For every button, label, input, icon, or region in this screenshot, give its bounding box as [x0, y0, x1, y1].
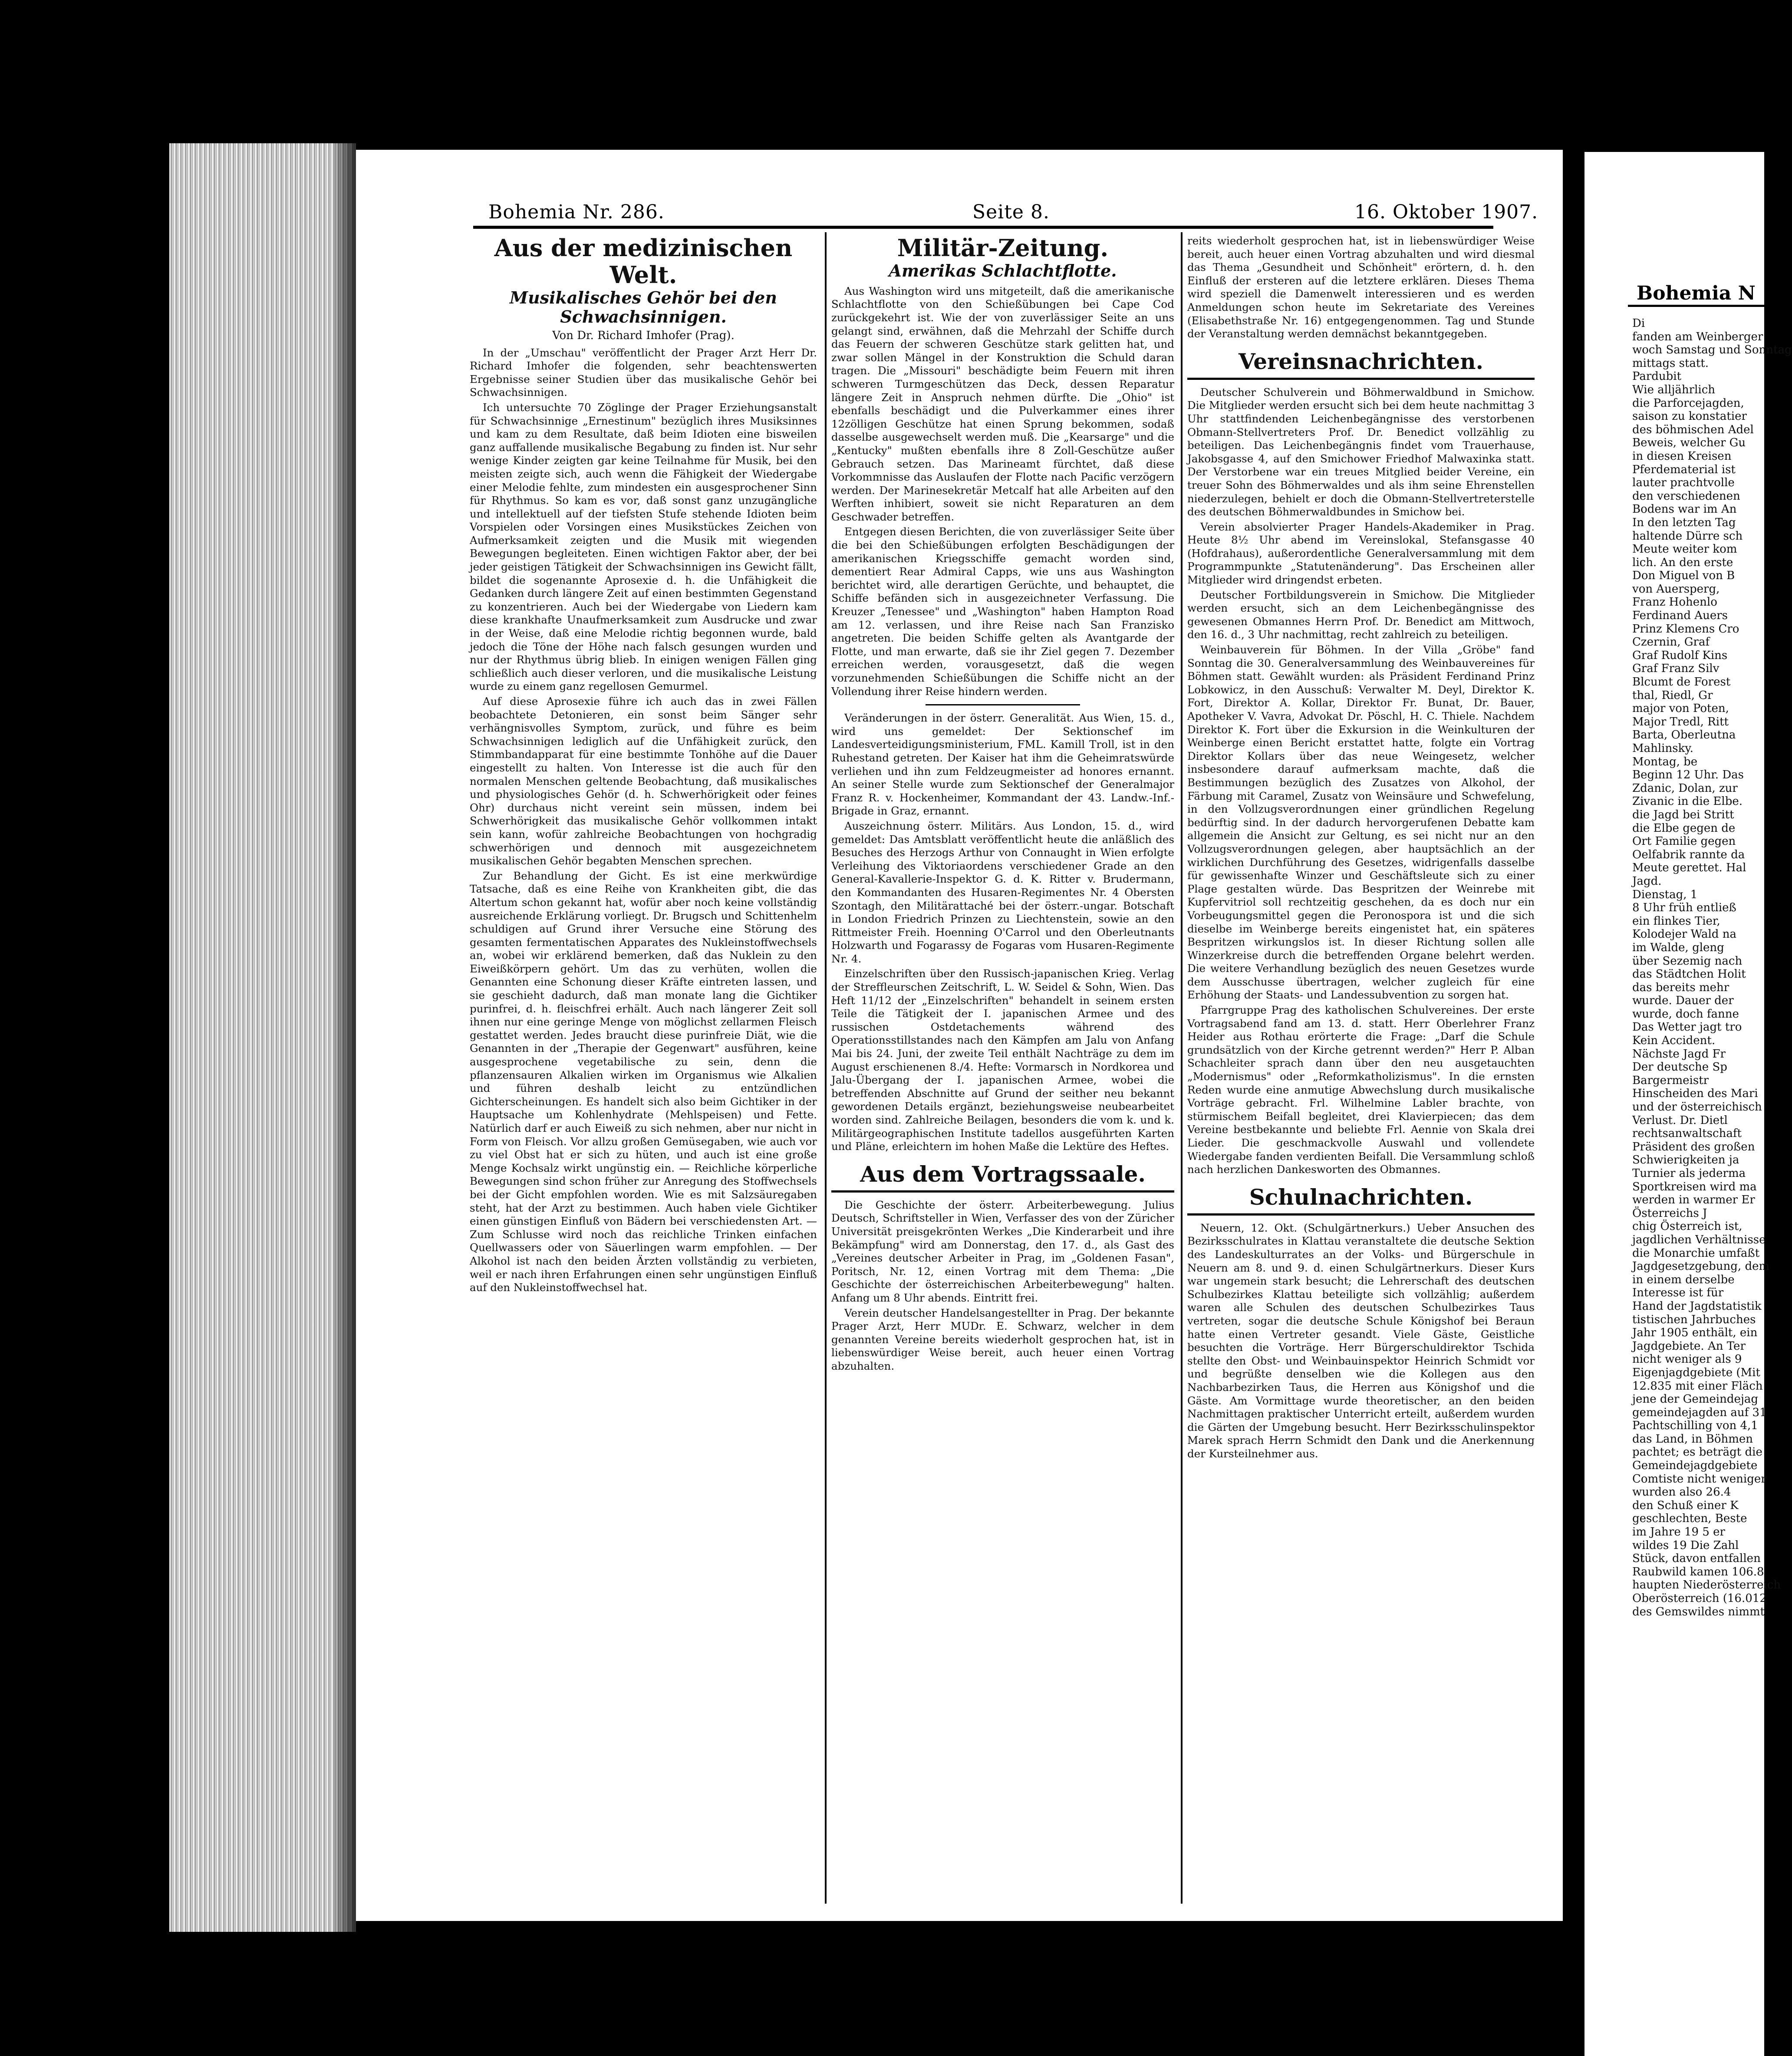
- adjacent-text-line: wurden also 26.4: [1632, 1486, 1731, 1499]
- adjacent-header-rule: [1628, 305, 1767, 307]
- adjacent-text-line: Beginn 12 Uhr. Das: [1632, 768, 1744, 782]
- adjacent-text-line: Schwierigkeiten ja: [1632, 1153, 1739, 1167]
- adjacent-text-line: jagdlichen Verhältnisse: [1632, 1233, 1766, 1246]
- adjacent-text-line: das bereits mehr: [1632, 981, 1729, 994]
- page-header-date: 16. Oktober 1907.: [1354, 201, 1538, 223]
- adjacent-text-line: chig Österreich ist,: [1632, 1220, 1743, 1233]
- adjacent-text-line: lauter prachtvolle: [1632, 476, 1735, 490]
- adjacent-text-line: woch Samstag und Sonntag: [1632, 343, 1792, 357]
- adjacent-text-line: das Land, in Böhmen: [1632, 1432, 1753, 1446]
- adjacent-text-line: Montag, be: [1632, 755, 1698, 768]
- adjacent-text-line: In den letzten Tag: [1632, 516, 1736, 529]
- news-item: Verein deutscher Handelsangestellter in Prag. Der bekannte Prager Arzt, Herr MUDr. E. Schwarz, welcher in dem genannten Vereine bereits wiederholt gesprochen hat, ist in liebenswürdiger Weise bereit, auch heuer einen Vortrag abzuhalten.: [831, 1306, 1174, 1372]
- adjacent-text-line: 12.835 mit einer Fläch: [1632, 1379, 1763, 1393]
- adjacent-page: [1584, 152, 1792, 2056]
- adjacent-text-line: fanden am Weinberger: [1632, 330, 1763, 343]
- adjacent-text-line: des Gemswildes nimmt: [1632, 1605, 1765, 1618]
- adjacent-text-line: Kein Accident.: [1632, 1034, 1716, 1048]
- scan-top-border: [0, 0, 1764, 143]
- adjacent-text-line: Stück, davon entfallen: [1632, 1552, 1761, 1565]
- news-item: Deutscher Schulverein und Böhmerwaldbund in Smichow. Die Mitglieder werden ersucht sich bei dem heute nachmittag 3 Uhr stattfindenden Leichenbegängnisse des verstorbenen Obmann-Stellvertreters Prof. Dr. Benedict vollzählig zu beteiligen. Das Leichenbegängnis findet vom Trauerhause, Jakobsgasse 4, auf den Smichower Friedhof Malwaxinka statt. Der Verstorbene war ein treues Mitglied beider Vereine, ein treuer Sohn des Böhmerwaldes und als ihm seine Ehrenstellen niederzulegen, behielt er doch die Obmann-Stellvertreterstelle des deutschen Böhmerwaldbundes in Smichow bei.: [1187, 386, 1535, 518]
- newspaper-page: [356, 150, 1563, 1921]
- article-paragraph: In der „Umschau" veröffentlicht der Prager Arzt Herr Dr. Richard Imhofer die folgenden, sehr beachtenswerten Ergebnisse seiner Studien über das musikalische Gehör bei Schwachsinnigen.: [470, 346, 817, 399]
- news-item: Deutscher Fortbildungsverein in Smichow. Die Mitglieder werden ersucht, sich an dem Leichenbegängnisse des gewesenen Obmannes Herrn Prof. Dr. Benedict am Mittwoch, den 16. d., 3 Uhr nachmittag, recht zahlreich zu beteiligen.: [1187, 588, 1535, 641]
- adjacent-text-line: und der österreichisch: [1632, 1100, 1762, 1114]
- adjacent-text-line: den verschiedenen: [1632, 489, 1740, 503]
- adjacent-text-line: in diesen Kreisen: [1632, 449, 1732, 463]
- adjacent-text-line: Raubwild kamen 106.8: [1632, 1565, 1764, 1578]
- adjacent-text-line: Wie alljährlich: [1632, 383, 1716, 396]
- adjacent-text-line: Der deutsche Sp: [1632, 1061, 1727, 1074]
- article-subtitle: Musikalisches Gehör bei den Schwachsinnigen.: [510, 288, 777, 326]
- page-header-title: Bohemia Nr. 286.: [488, 201, 665, 223]
- adjacent-text-line: Das Wetter jagt tro: [1632, 1021, 1742, 1034]
- adjacent-text-line: lich. An den erste: [1632, 556, 1733, 569]
- adjacent-text-line: Verlust. Dr. Dietl: [1632, 1114, 1728, 1127]
- adjacent-text-line: Hinscheiden des Mari: [1632, 1087, 1758, 1100]
- adjacent-text-line: wurde, doch fanne: [1632, 1007, 1739, 1021]
- adjacent-text-line: jene der Gemeindejag: [1632, 1393, 1759, 1406]
- news-item: Die Geschichte der österr. Arbeiterbewegung. Julius Deutsch, Schriftsteller in Wien, Verfasser des von der Züricher Universität preisgekrönten Werkes „Die Kinderarbeit und ihre Bekämpfung" wird am Donnerstag, den 17. d., als Gast des „Vereines deutscher Arbeiter in Prag, im „Goldenen Fasan", Poritsch, Nr. 12, einen Vortrag mit dem Thema: „Die Geschichte der österreichischen Arbeiterbewegung" halten. Anfang um 8 Uhr abends. Eintritt frei.: [831, 1198, 1174, 1304]
- adjacent-text-line: wurde. Dauer der: [1632, 994, 1734, 1008]
- adjacent-text-line: Zivanic in die Elbe.: [1632, 795, 1743, 808]
- adjacent-text-line: Bargermeistr: [1632, 1074, 1709, 1087]
- adjacent-text-line: thal, Riedl, Gr: [1632, 689, 1713, 702]
- news-item: Pfarrgruppe Prag des katholischen Schulvereines. Der erste Vortragsabend fand am 13. d. statt. Herr Oberlehrer Franz Heider aus Rothau erörterte die Frage: „Darf die Schule grundsätzlich von der Kirche getrennt werden?" Herr P. Alban Schachleiter sprach dann über den neu ausgetauchten „Modernismus" oder „Reformkatholizismus". In die ernsten Reden wurde eine anmutige Abwechslung durch musikalische Vorträge gebracht. Frl. Wilhelmine Labler brachte, von stürmischem Beifall begleitet, drei Klavierpiecen; das dem Vereine bestbekannte und beliebte Frl. Aennie von Skala drei Lieder. Die geschmackvolle Auswahl und vollendete Wiedergabe fanden verdienten Beifall. Die Versammlung schloß nach herzlichen Dankesworten des Obmannes.: [1187, 1004, 1535, 1176]
- adjacent-text-line: Comtiste nicht weniger: [1632, 1472, 1766, 1486]
- adjacent-text-line: in einem derselbe: [1632, 1273, 1735, 1286]
- article-paragraph: Entgegen diesen Berichten, die von zuverlässiger Seite über die bei den Schießübungen erfolgten Beschädigungen der amerikanischen Kriegsschiffe gemacht worden sind, dementiert Rear Admiral Capps, wie uns aus Washington berichtet wird, alle derartigen Gerüchte, und behauptet, die Schiffe befänden sich in ausgezeichneter Verfassung. Die Kreuzer „Tenessee" und „Washington" haben Hampton Road am 12. verlassen, und ihre Reise nach San Franzisko angetreten. Die beiden Schiffe gelten als Avantgarde der Flotte, und man erwarte, daß sie ihr Ziel gegen 7. Dezember erreichen werden, vorausgesetzt, daß die wegen vorzunehmenden Schießübungen die Schiffe nicht an der Vollendung ihrer Reise hindern werden.: [831, 525, 1174, 698]
- adjacent-text-line: Jagd.: [1632, 874, 1662, 888]
- adjacent-text-line: Turnier als jederma: [1632, 1167, 1746, 1180]
- adjacent-text-line: Meute gerettet. Hal: [1632, 861, 1746, 875]
- adjacent-text-line: wildes 19 Die Zahl: [1632, 1539, 1739, 1552]
- column-medical: [470, 234, 817, 1296]
- adjacent-text-line: major von Poten,: [1632, 702, 1729, 715]
- adjacent-text-line: mittags statt.: [1632, 356, 1709, 370]
- adjacent-text-line: Nächste Jagd Fr: [1632, 1047, 1726, 1061]
- adjacent-text-line: Interesse ist für: [1632, 1286, 1724, 1300]
- page-header-number: Seite 8.: [972, 201, 1050, 223]
- adjacent-text-line: Graf Franz Silv: [1632, 662, 1720, 675]
- adjacent-text-line: Jagdgebiete. An Ter: [1632, 1339, 1746, 1353]
- adjacent-text-line: geschlechten, Beste: [1632, 1512, 1747, 1526]
- adjacent-text-line: ein flinkes Tier,: [1632, 914, 1720, 928]
- adjacent-text-line: tistischen Jahrbuches: [1632, 1313, 1756, 1326]
- adjacent-text-line: Ferdinand Auers: [1632, 609, 1728, 623]
- adjacent-text-line: Pardubit: [1632, 370, 1682, 383]
- scan-bottom-border: [0, 1932, 1764, 2056]
- adjacent-text-line: 8 Uhr früh entließ: [1632, 901, 1736, 915]
- adjacent-text-line: Blcumt de Forest: [1632, 675, 1731, 689]
- adjacent-text-line: Pferdematerial ist: [1632, 463, 1736, 476]
- adjacent-text-line: Beweis, welcher Gu: [1632, 436, 1746, 450]
- adjacent-text-line: Jagdgesetzgebung, dem: [1632, 1260, 1770, 1273]
- adjacent-text-line: Bodens war im An: [1632, 503, 1737, 516]
- article-paragraph: Zur Behandlung der Gicht. Es ist eine merkwürdige Tatsache, daß es eine Reihe von Krankheiten gibt, die das Altertum schon gekannt hat, wofür aber noch keine vollständig ausreichende Erklärung vorliegt. Dr. Brugsch und Schittenhelm schuldigen auf Grund ihrer Versuche eine Störung des gesamten fermentatischen Apparates des Nukleinstoffwechsels an, wobei wir erklärend bemerken, daß das Nuklein zu den Eiweißkörpern gehört. Um das zu verhüten, wollen die Genannten eine Schonung dieser Kräfte eintreten lassen, und sie geschieht dadurch, daß man monate lang die Gichtiker purinfrei, d. h. fleischfrei erhält. Auch nach längerer Zeit soll ihnen nur eine geringe Menge von möglichst zellarmen Fleisch gestattet werden. Jedes braucht diese purinfreie Diät, wie die Genannten in der „Therapie der Gegenwart" ausführen, keine ausgesprochene vegetabilische zu sein, denn die pflanzensauren Alkalien wirken im Organismus wie Alkalien und führen deshalb leicht zu entzündlichen Gichterscheinungen. Es handelt sich also beim Gichtiker in der Hauptsache um Kohlenhydrate (Mehlspeisen) und Fette. Natürlich darf er auch Eiweiß zu sich nehmen, aber nur nicht in Form von Fleisch. Vor allzu großen Gemüsegaben, wie auch vor zu viel Obst hat er sich zu hüten, und auch ist eine große Menge Kochsalz wirkt ungünstig ein. — Reichliche körperliche Bewegungen sind schon früher zur Anregung des Stoffwechsels bei der Gicht empfohlen worden. Wie es mit Salzsäuregaben steht, hat der Arzt zu bestimmen. Auch haben viele Gichtiker einen günstigen Einfluß von Bädern bei verschiedensten Art. — Zum Schlusse wird noch das reichliche Trinken einfachen Quellwassers oder von Säuerlingen warm empfohlen. — Der Alkohol ist nach den beiden Ärzten vollständig zu verbieten, weil er nach ihren Erfahrungen einen sehr ungünstigen Einfluß auf den Nukleinstoffwechsel hat.: [470, 869, 817, 1294]
- adjacent-text-line: die Jagd bei Stritt: [1632, 808, 1734, 821]
- adjacent-text-line: pachtet; es beträgt die: [1632, 1446, 1762, 1459]
- book-fore-edge: [169, 143, 356, 1932]
- adjacent-text-line: Hand der Jagdstatistik: [1632, 1299, 1762, 1313]
- adjacent-text-line: die Elbe gegen de: [1632, 821, 1736, 835]
- adjacent-text-line: Kolodejer Wald na: [1632, 928, 1736, 941]
- adjacent-text-line: Präsident des großen: [1632, 1140, 1755, 1153]
- adjacent-text-line: die Parforcejagden,: [1632, 396, 1744, 410]
- section-title: Aus dem Vortragssaale.: [831, 1161, 1174, 1193]
- adjacent-text-line: über Sezemig nach: [1632, 954, 1743, 968]
- adjacent-text-line: Ort Familie gegen: [1632, 835, 1736, 848]
- adjacent-text-line: von Auersperg,: [1632, 582, 1720, 596]
- adjacent-text-line: Di: [1632, 317, 1645, 330]
- adjacent-text-line: Gemeindejagdgebiete: [1632, 1459, 1758, 1473]
- adjacent-text-line: rechtsanwaltschaft: [1632, 1127, 1742, 1140]
- article-paragraph: Aus Washington wird uns mitgeteilt, daß die amerikanische Schlachtflotte von den Schießübungen bei Cape Cod zurückgekehrt ist. Wie der von zuverlässiger Seite an uns gelangt sind, erwähnen, daß die Mehrzahl der Schiffe durch das Feuern der schweren Geschütze stark gelitten hat, und zwar sollen Mängel in der Konstruktion die Schuld daran tragen. Die „Missouri" beschädigte beim Feuern mit ihren schweren Turmgeschützen das Deck, dessen Reparatur längere Zeit in Anspruch nehmen dürfte. Die „Ohio" ist ebenfalls beschädigt und die Pulverkammer eines ihrer 12zölligen Geschütze hat einen Sprung bekommen, sodaß dasselbe ausgewechselt werden muß. Die „Kearsarge" und die „Kentucky" mußten ebenfalls ihre 8 Zoll-Geschütze außer Gebrauch setzen. Das Marineamt fürchtet, daß diese Vorkommnisse das Auslaufen der Flotte nach Pacific verzögern werden. Der Marinesekretär Metcalf hat alle Arbeiten auf den Werften inhibiert, soweit sie nicht Reparaturen an dem Geschwader betreffen.: [831, 284, 1174, 523]
- adjacent-text-line: Meute weiter kom: [1632, 543, 1737, 556]
- news-item: Auszeichnung österr. Militärs. Aus London, 15. d., wird gemeldet: Das Amtsblatt veröffentlicht heute die anläßlich des Besuches des Herzogs Arthur von Connaught in Wien erfolgte Verleihung des Viktoriaordens verschiedener Grade an den General-Kavallerie-Inspektor G. d. K. Ritter v. Brudermann, den Kommandanten des Husaren-Regimentes Nr. 4 Obersten Szontagh, den Militärattaché bei der österr.-ungar. Botschaft in London Friedrich Prinzen zu Liechtenstein, sowie an den Rittmeister Freih. Hoenning O'Carrol und den Oberleutnants Holzwarth und Fogarassy de Fogaras vom Husaren-Regimente Nr. 4.: [831, 819, 1174, 965]
- adjacent-text-line: die Monarchie umfaßt: [1632, 1246, 1760, 1260]
- adjacent-text-line: Major Tredl, Ritt: [1632, 715, 1729, 728]
- adjacent-text-line: Österreichs J: [1632, 1206, 1707, 1220]
- adjacent-text-line: Sportkreisen wird ma: [1632, 1180, 1757, 1193]
- column-divider: [825, 232, 827, 1904]
- adjacent-text-line: Graf Rudolf Kins: [1632, 649, 1728, 662]
- news-item: Veränderungen in der österr. Generalität. Aus Wien, 15. d., wird uns gemeldet: Der Sektionschef im Landesverteidigungsministerium, FML. Kamill Troll, ist in den Ruhestand getreten. Der Kaiser hat ihm die Geheimratswürde verliehen und ihn zum Feldzeugmeister ad honores ernannt. An seiner Stelle wurde zum Sektionschef der Generalmajor Franz R. v. Hockenheimer, Kommandant der 43. Landw.-Inf.-Brigade in Graz, ernannt.: [831, 712, 1174, 817]
- column-divider: [1181, 232, 1183, 1904]
- article-separator: [926, 704, 1080, 705]
- column-associations: [1187, 234, 1535, 1462]
- adjacent-text-line: Prinz Klemens Cro: [1632, 622, 1739, 636]
- section-title: Schulnachrichten.: [1187, 1184, 1535, 1216]
- adjacent-text-line: Barta, Oberleutna: [1632, 728, 1736, 742]
- adjacent-text-line: Oelfabrik rannte da: [1632, 848, 1745, 861]
- adjacent-page-header: Bohemia N: [1637, 282, 1756, 304]
- adjacent-text-line: gemeindejagden auf 31: [1632, 1406, 1767, 1419]
- adjacent-text-line: Eigenjagdgebiete (Mit: [1632, 1366, 1760, 1379]
- adjacent-text-line: des böhmischen Adel: [1632, 423, 1754, 436]
- section-title: Vereinsnachrichten.: [1187, 349, 1535, 380]
- section-title: Militär-Zeitung.: [897, 234, 1109, 262]
- adjacent-page-text: [1632, 317, 1792, 1618]
- news-item: Weinbauverein für Böhmen. In der Villa „Gröbe" fand Sonntag die 30. Generalversammlung des Weinbauvereines für Böhmen statt. Gewählt wurden: als Präsident Ferdinand Prinz Lobkowicz, in den Ausschuß: Verwalter M. Deyl, Direktor K. Fort, Direktor A. Kollar, Direktor Fr. Bunat, Dr. Bauer, Apotheker V. Vavra, Advokat Dr. Pöschl, H. C. Thiele. Nachdem Direktor K. Fort über die Exkursion in die Weinkulturen der Weinberge einen Bericht erstattet hatte, folgte ein Vortrag Direktor Kollars über das neue Weingesetz, welcher insbesondere darauf aufmerksam machte, daß die Bestimmungen bezüglich des Zusatzes von Alkohol, der Färbung mit Caramel, Zusatz von Weinsäure und Schwefelung, in den Vollzugsverordnungen einer gründlichen Regelung bedürftig sind. In der dadurch hervorgerufenen Debatte kam allgemein die Ansicht zur Geltung, es sei nicht nur an den Vollzugsverordnungen gelegen, aber hauptsächlich an der wirklichen Durchführung des Gesetzes, widrigenfalls dasselbe für gewissenhafte Winzer und Geschäftsleute sich zu einer Plage gestalten würde. Das Bespritzen der Weinrebe mit Kupfervitriol soll rechtzeitig geschehen, da es doch nur ein Vorbeugungsmittel gegen die Peronospora ist und die sich dieselbe im Weinberge bereits eingenistet hat, ein späteres Bespritzen wirkungslos ist. In dieser Richtung sollen alle Winzerkreise durch die betreffenden Organe belehrt werden. Die weitere Verhandlung bezüglich des neuen Gesetzes wurde dem Ausschusse übertragen, welcher zugleich für eine Erhöhung der Staats- und Landessubvention zu sorgen hat.: [1187, 643, 1535, 1002]
- adjacent-text-line: Jahr 1905 enthält, ein: [1632, 1326, 1758, 1340]
- adjacent-text-line: haupten Niederösterreich: [1632, 1578, 1781, 1592]
- adjacent-text-line: werden in warmer Er: [1632, 1193, 1755, 1207]
- column-military: [831, 234, 1174, 1375]
- article-paragraph: Ich untersuchte 70 Zöglinge der Prager Erziehungsanstalt für Schwachsinnige „Ernestinum" bezüglich ihres Musiksinnes und kam zu dem Resultate, daß beim Idioten eine bisweilen ganz auffallende musikalische Begabung zu finden ist. Nur sehr wenige Kinder zeigten gar keine Teilnahme für Musik, bei den meisten zeigte sich, auch wenn die Fähigkeit der Wiedergabe einer Melodie fehlte, zum mindesten ein ausgesprochener Sinn für Rhythmus. So kam es vor, daß sonst ganz unzugängliche und intellektuell auf der tiefsten Stufe stehende Idioten beim Vorspielen oder Vorsingen eines Musikstückes Zeichen von Aufmerksamkeit zeigten und die Musik mit wiegenden Bewegungen begleiteten. Einen wichtigen Faktor aber, der bei jeder geistigen Tätigkeit der Schwachsinnigen ins Gewicht fällt, bildet die sogenannte Aprosexie d. h. die Unfähigkeit die Gedanken durch längere Zeit auf einen bestimmten Gegenstand zu konzentrieren. Auch bei der Wiedergabe von Liedern kam diese krankhafte Unaufmerksamkeit zum Ausdrucke und zwar in der Weise, daß eine Melodie richtig begonnen wurde, bald jedoch die Töne der Höhe nach falsch gesungen wurden und nur der Rhythmus übrig blieb. In einigen wenigen Fällen ging schließlich auch dieser verloren, und die musikalische Leistung wurde zu einem ganz regellosen Gemurmel.: [470, 401, 817, 693]
- adjacent-text-line: im Walde, gleng: [1632, 941, 1724, 954]
- adjacent-text-line: Zdanic, Dolan, zur: [1632, 781, 1738, 795]
- adjacent-text-line: Dienstag, 1: [1632, 888, 1698, 901]
- news-item: Neuern, 12. Okt. (Schulgärtnerkurs.) Ueber Ansuchen des Bezirksschulrates in Klattau veranstaltete die deutsche Sektion des Landeskulturrates an der Volks- und Bürgerschule in Neuern am 8. und 9. d. einen Schulgärtnerkurs. Dieser Kurs war ungemein stark besucht; die Lehrerschaft des deutschen Schulbezirkes Klattau beteiligte sich vollzählig; außerdem waren alle Schulen des deutschen Schulbezirkes Taus vertreten, sogar die deutsche Schule Königshof bei Beraun hatte einen Vertreter gesandt. Viele Gäste, Geistliche besuchten die Vorträge. Herr Bürgerschuldirektor Tschida stellte den Obst- und Weinbauinspektor Heinrich Schmidt vor und begrüßte denselben wie die Kollegen aus den Nachbarbezirken Taus, die Herren aus Königshof und die Gäste. Am Vormittage wurde theoretischer, an den beiden Nachmittagen praktischer Unterricht erteilt, außerdem wurden die Gärten der Umgebung besucht. Herr Bezirksschulinspektor Marek sprach Herrn Schmidt den Dank und die Anerkennung der Kursteilnehmer aus.: [1187, 1221, 1535, 1460]
- news-item: Einzelschriften über den Russisch-japanischen Krieg. Verlag der Streffleurschen Zeitschrift, L. W. Seidel & Sohn, Wien. Das Heft 11/12 der „Einzelschriften" behandelt in seinem ersten Teile die Tätigkeit der I. japanischen Armee und des russischen Ostdetachements während des Operationsstillstandes nach den Kämpfen am Jalu von Anfang Mai bis 24. Juni, der zweite Teil enthält Nachträge zu dem im August erschienenen 8./4. Hefte: Vormarsch in Nordkorea und Jalu-Übergang der I. japanischen Armee, wobei die betreffenden Abschnitte auf Grund der seither neu bekannt gewordenen Details ergänzt, beziehungsweise neubearbeitet worden sind. Zahlreiche Beilagen, besonders die vom k. und k. Militärgeographischen Institute tadellos ausgeführten Karten und Pläne, erleichtern im hohen Maße die Lektüre des Heftes.: [831, 967, 1174, 1153]
- adjacent-text-line: das Städtchen Holit: [1632, 968, 1746, 981]
- article-subtitle: Amerikas Schlachtflotte.: [889, 261, 1117, 281]
- adjacent-text-line: den Schuß einer K: [1632, 1499, 1739, 1512]
- article-paragraph: reits wiederholt gesprochen hat, ist in liebenswürdiger Weise bereit, auch heuer einen Vortrag abzuhalten und wird diesmal das Thema „Gesundheit und Schönheit" erörtern, d. h. den Einfluß der ersteren auf die letztere erklären. Dieses Thema wird speziell die Damenwelt interessieren und es werden Anmeldungen schon heute im Sekretariate des Vereines (Elisabethstraße Nr. 16) entgegengenommen. Tag und Stunde der Veranstaltung werden demnächst bekanntgegeben.: [1187, 234, 1535, 340]
- adjacent-text-line: Czernin, Graf: [1632, 636, 1710, 649]
- news-item: Verein absolvierter Prager Handels-Akademiker in Prag. Heute 8½ Uhr abend im Vereinslokal, Stefansgasse 40 (Hofdrahaus), außerordentliche Generalversammlung mit dem Programmpunkte „Statutenänderung". Das Erscheinen aller Mitglieder wird dringendst erbeten.: [1187, 520, 1535, 586]
- adjacent-text-line: im Jahre 19 5 er: [1632, 1526, 1725, 1539]
- adjacent-text-line: saison zu konstatier: [1632, 410, 1747, 423]
- adjacent-text-line: Mahlinsky.: [1632, 742, 1693, 755]
- adjacent-text-line: Don Miguel von B: [1632, 569, 1735, 583]
- adjacent-text-line: nicht weniger als 9: [1632, 1353, 1742, 1366]
- article-paragraph: Auf diese Aprosexie führe ich auch das in zwei Fällen beobachtete Detonieren, ein sonst beim Sänger sehr verhängnisvolles Symptom, zurück, und führe es beim Schwachsinnigen lediglich auf die Unfähigkeit zurück, den Stimmbandapparat für eine bestimmte Tonhöhe auf die Dauer eingestellt zu halten. Von Interesse ist die auch für den normalen Menschen geltende Beobachtung, daß musikalisches und physiologisches Gehör (d. h. Schwerhörigkeit oder feines Ohr) durchaus nicht vereint sein müssen, indem bei Schwerhörigkeit das musikalische Gehör vollkommen intakt sein kann, wofür zahlreiche Beobachtungen von hochgradig schwerhörigen und dennoch mit ausgezeichnetem musikalischen Gehör begabten Menschen sprechen.: [470, 695, 817, 867]
- adjacent-text-line: Franz Hohenlo: [1632, 596, 1717, 609]
- article-byline: Von Dr. Richard Imhofer (Prag).: [552, 329, 735, 342]
- article-title: Aus der medizinischen Welt.: [494, 234, 793, 289]
- adjacent-text-line: Pachtschilling von 4,1: [1632, 1419, 1758, 1433]
- header-rule: [473, 226, 1493, 229]
- adjacent-text-line: haltende Dürre sch: [1632, 529, 1743, 543]
- adjacent-text-line: Oberösterreich (16.012: [1632, 1592, 1767, 1605]
